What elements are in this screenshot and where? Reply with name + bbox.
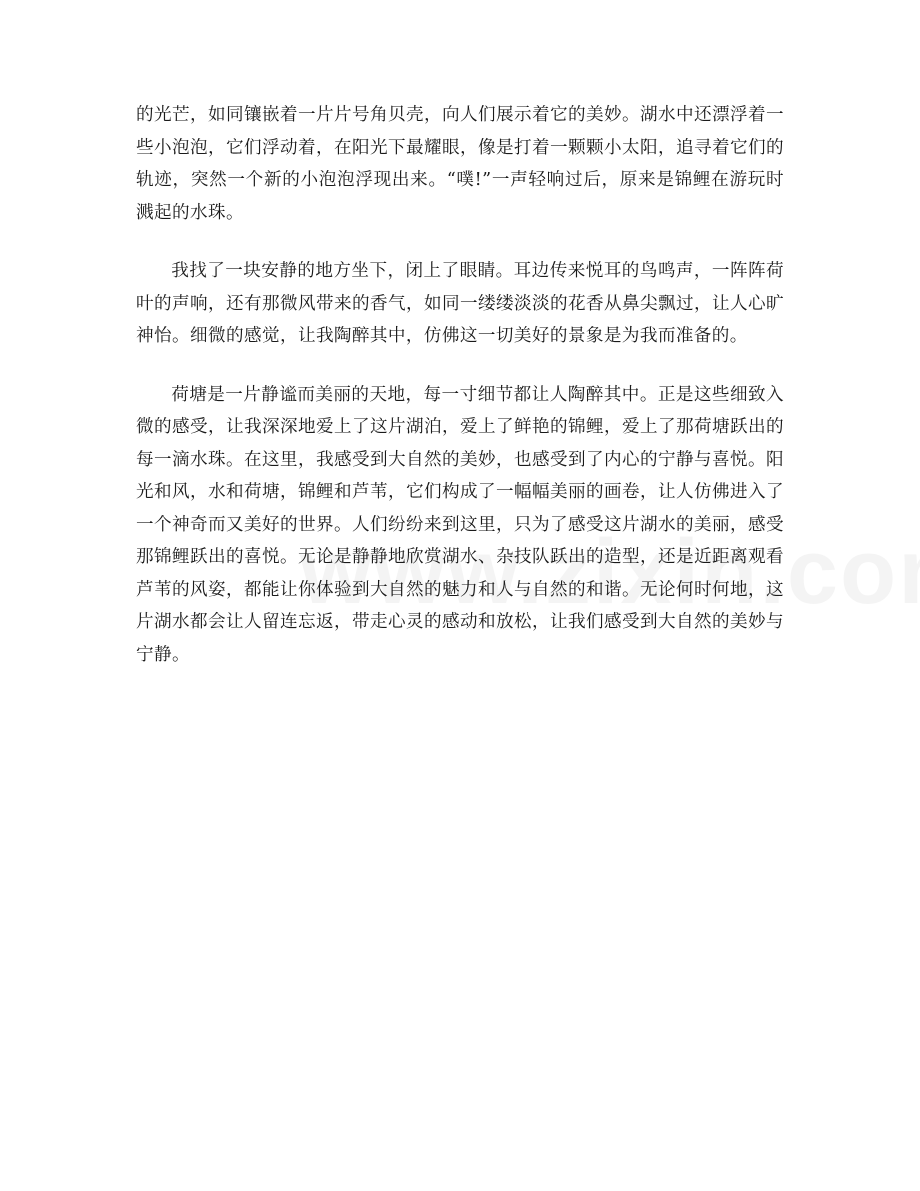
paragraph-3: 荷塘是一片静谧而美丽的天地，每一寸细节都让人陶醉其中。正是这些细致入微的感受，让我深深地爱上了这片湖泊，爱上了鲜艳的锦鲤，爱上了那荷塘跃出的每一滴水珠。在这里，我感受到大自然的美妙，也感受到了内心的宁静与喜悦。阳光和风，水和荷塘，锦鲤和芦苇，它们构成了一幅幅美丽的画卷，让人仿佛进入了一个神奇而又美好的世界。人们纷纷来到这里，只为了感受这片湖水的美丽，感受那锦鲤跃出的喜悦。无论是静静地欣赏湖水、杂技队跃出的造型，还是近距离观看芦苇的风姿，都能让你体验到大自然的魅力和人与自然的和谐。无论何时何地，这片湖水都会让人留连忘返，带走心灵的感动和放松，让我们感受到大自然的美妙与宁静。 [136, 384, 784, 665]
paragraph-2: 我找了一块安静的地方坐下，闭上了眼睛。耳边传来悦耳的鸟鸣声，一阵阵荷叶的声响，还有那微风带来的香气，如同一缕缕淡淡的花香从鼻尖飘过，让人心旷神怡。细微的感觉，让我陶醉其中，仿佛这一切美好的景象是为我而准备的。 [136, 261, 784, 346]
paragraph-1: 的光芒，如同镶嵌着一片片号角贝壳，向人们展示着它的美妙。湖水中还漂浮着一些小泡泡，它们浮动着，在阳光下最耀眼，像是打着一颗颗小太阳，追寻着它们的轨迹，突然一个新的小泡泡浮现出来。“噗!”一声轻响过后，原来是锦鲤在游玩时溅起的水珠。 [136, 105, 784, 223]
document-body [136, 99, 784, 697]
